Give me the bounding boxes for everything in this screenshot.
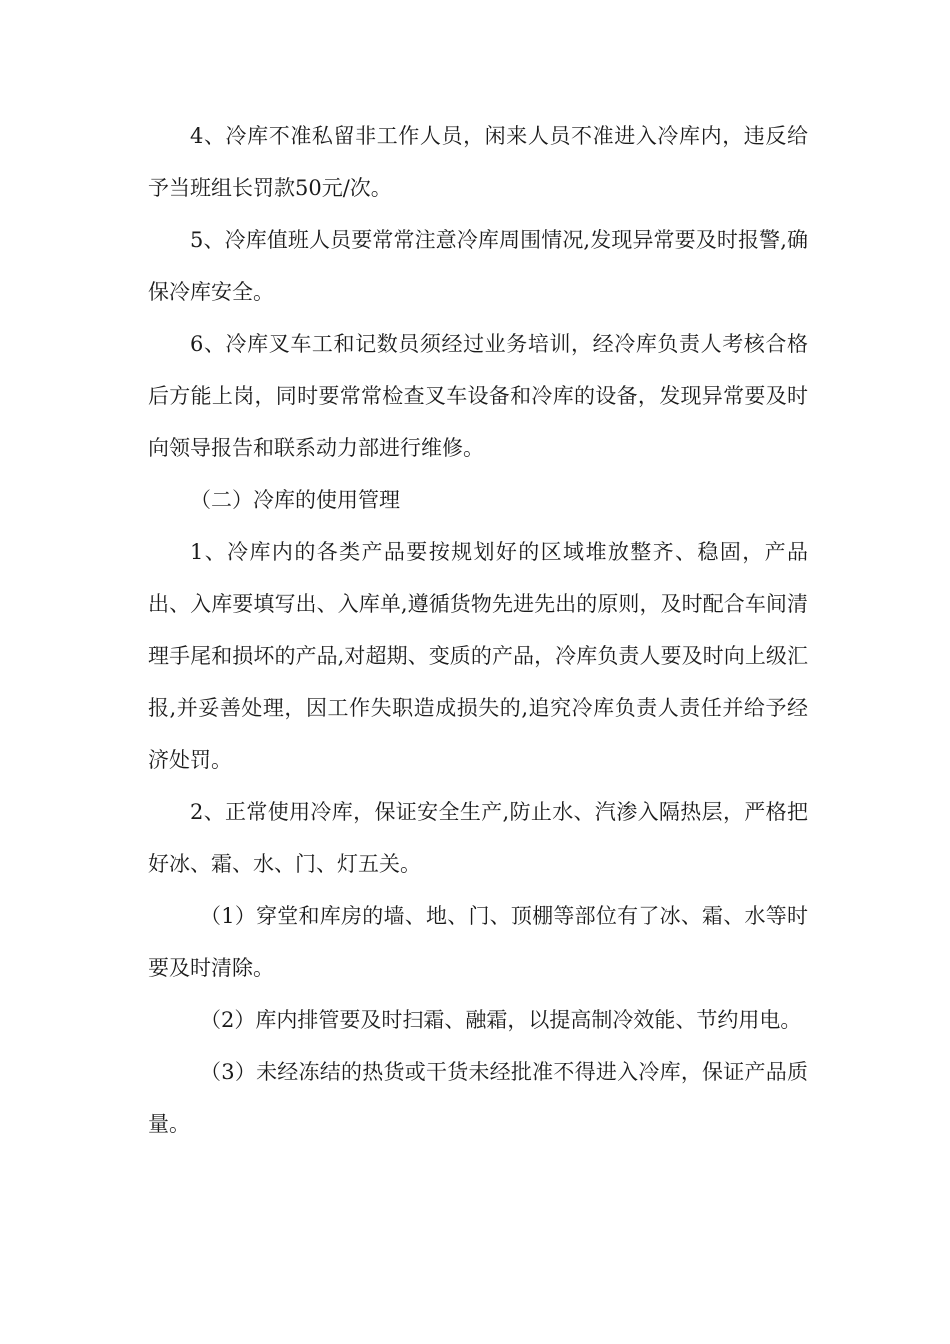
document-body <box>148 110 808 1150</box>
paragraph-sub-2: （2）库内排管要及时扫霜、融霜，以提高制冷效能、节约用电。 <box>200 1008 802 1032</box>
section-heading: （二）冷库的使用管理 <box>190 488 400 512</box>
paragraph-usage-1: 1、冷库内的各类产品要按规划好的区域堆放整齐、稳固，产品出、入库要填写出、入库单,遵循货物先进先出的原则，及时配合车间清理手尾和损坏的产品,对超期、变质的产品，冷库负责人要及时向上级汇报,并妥善处理，因工作失职造成损失的,追究冷库负责人责任并给予经济处罚。 <box>148 540 808 772</box>
paragraph-item-4: 4、冷库不准私留非工作人员，闲来人员不准进入冷库内，违反给予当班组长罚款50元/次。 <box>148 124 808 200</box>
paragraph-usage-2: 2、正常使用冷库，保证安全生产,防止水、汽渗入隔热层，严格把好冰、霜、水、门、灯五关。 <box>148 800 808 876</box>
paragraph-sub-1: （1）穿堂和库房的墙、地、门、顶棚等部位有了冰、霜、水等时要及时清除。 <box>148 904 808 980</box>
paragraph-item-6: 6、冷库叉车工和记数员须经过业务培训，经冷库负责人考核合格后方能上岗，同时要常常检查叉车设备和冷库的设备，发现异常要及时向领导报告和联系动力部进行维修。 <box>148 332 808 460</box>
paragraph-sub-3: （3）未经冻结的热货或干货未经批准不得进入冷库，保证产品质量。 <box>148 1060 808 1136</box>
paragraph-item-5: 5、冷库值班人员要常常注意冷库周围情况,发现异常要及时报警,确保冷库安全。 <box>148 228 808 304</box>
